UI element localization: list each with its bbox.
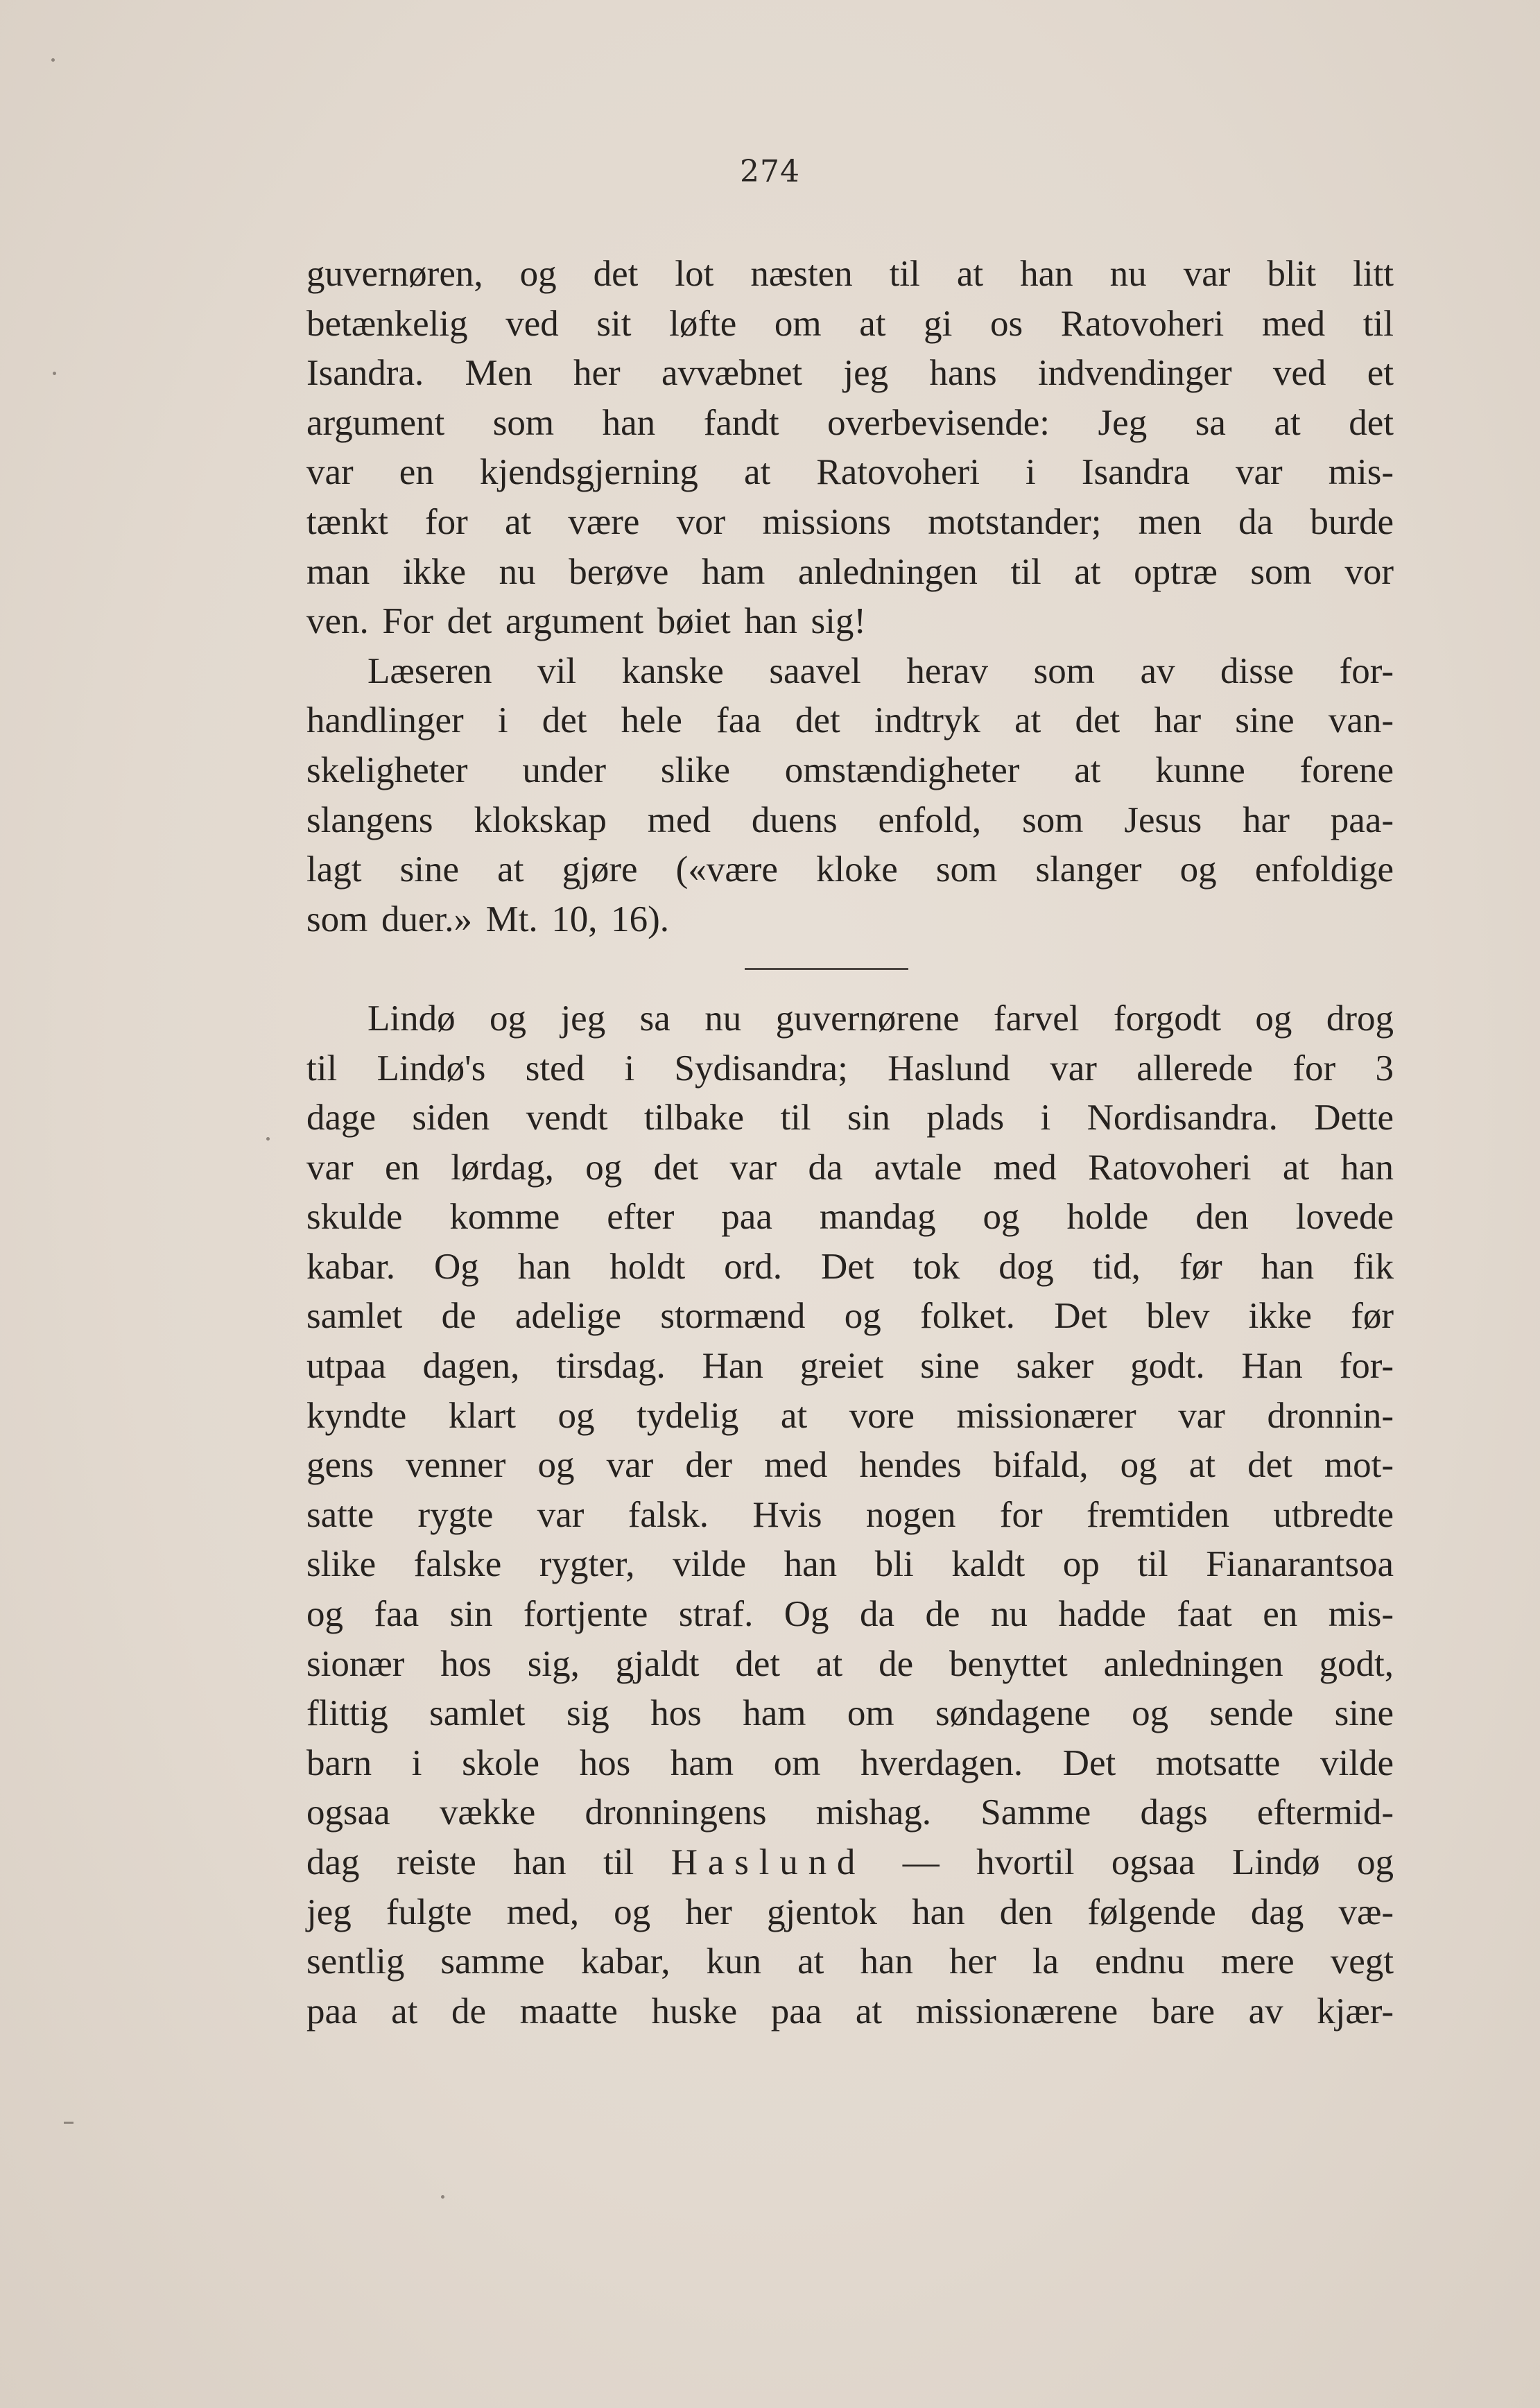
text-line: paa at de maatte huske paa at missionærene bare av kjær- <box>306 1991 1394 2032</box>
paper-speck <box>266 1137 270 1141</box>
text-fragment: — hvortil ogsaa Lindø og <box>902 1842 1394 1882</box>
text-line: og faa sin fortjente straf. Og da de nu hadde faat en mis- <box>306 1594 1394 1635</box>
paper-speck <box>441 2195 444 2199</box>
paper-speck <box>51 58 55 62</box>
text-line: handlinger i det hele faa det indtryk at det har sine van- <box>306 700 1394 741</box>
text-line: som duer.» Mt. 10, 16). <box>306 899 670 939</box>
spaced-name: Haslund <box>670 1842 866 1882</box>
text-line: betænkelig ved sit løfte om at gi os Ratovoheri med til <box>306 303 1394 344</box>
text-line: var en lørdag, og det var da avtale med Ratovoheri at han <box>306 1147 1394 1188</box>
text-line: jeg fulgte med, og her gjentok han den følgende dag væ- <box>306 1891 1394 1932</box>
text-line: kyndte klart og tydelig at vore missionærer var dronnin- <box>306 1395 1394 1436</box>
text-line: kabar. Og han holdt ord. Det tok dog tid, før han fik <box>306 1246 1394 1287</box>
text-line: sionær hos sig, gjaldt det at de benyttet anledningen godt, <box>306 1643 1394 1684</box>
text-line: til Lindø's sted i Sydisandra; Haslund var allerede for 3 <box>306 1048 1394 1089</box>
text-line: slike falske rygter, vilde han bli kaldt op til Fianarantsoa <box>306 1544 1394 1585</box>
body-text <box>306 250 1394 2036</box>
text-fragment: dag reiste han til <box>306 1842 634 1882</box>
text-line: guvernøren, og det lot næsten til at han nu var blit litt <box>306 254 1394 294</box>
text-line: ven. For det argument bøiet han sig! <box>306 601 866 642</box>
text-line: utpaa dagen, tirsdag. Han greiet sine saker godt. Han for- <box>306 1346 1394 1387</box>
text-line: var en kjendsgjerning at Ratovoheri i Isandra var mis- <box>306 452 1394 493</box>
text-line: gens venner og var der med hendes bifald, og at det mot- <box>306 1445 1394 1486</box>
text-line: Læseren vil kanske saavel herav som av disse for- <box>367 650 1394 691</box>
text-line: Isandra. Men her avvæbnet jeg hans indvendinger ved et <box>306 353 1394 394</box>
text-line: dage siden vendt tilbake til sin plads i Nordisandra. Dette <box>306 1098 1394 1138</box>
text-line: slangens klokskap med duens enfold, som Jesus har paa- <box>306 799 1394 840</box>
page-number: 274 <box>740 154 800 189</box>
text-line-composite <box>306 1838 1394 1888</box>
text-line: lagt sine at gjøre («være kloke som slanger og enfoldige <box>306 849 1394 890</box>
text-line: skulde komme efter paa mandag og holde den lovede <box>306 1197 1394 1238</box>
text-line: flittig samlet sig hos ham om søndagene og sende sine <box>306 1693 1394 1734</box>
text-line: argument som han fandt overbevisende: Jeg sa at det <box>306 402 1394 443</box>
text-line: satte rygte var falsk. Hvis nogen for fremtiden utbredte <box>306 1494 1394 1535</box>
text-line: ogsaa vække dronningens mishag. Samme dags eftermid- <box>306 1792 1394 1833</box>
text-line: samlet de adelige stormænd og folket. Det blev ikke før <box>306 1296 1394 1337</box>
text-line: skeligheter under slike omstændigheter at kunne forene <box>306 750 1394 790</box>
text-line: sentlig samme kabar, kun at han her la endnu mere vegt <box>306 1941 1394 1982</box>
paper-speck <box>53 372 56 375</box>
paper-speck <box>64 2122 73 2124</box>
text-line: man ikke nu berøve ham anledningen til at optræ som vor <box>306 551 1394 592</box>
text-line: Lindø og jeg sa nu guvernørene farvel forgodt og drog <box>367 998 1394 1039</box>
text-line: barn i skole hos ham om hverdagen. Det motsatte vilde <box>306 1742 1394 1783</box>
text-line: tænkt for at være vor missions motstander; men da burde <box>306 501 1394 542</box>
section-divider <box>745 968 908 970</box>
